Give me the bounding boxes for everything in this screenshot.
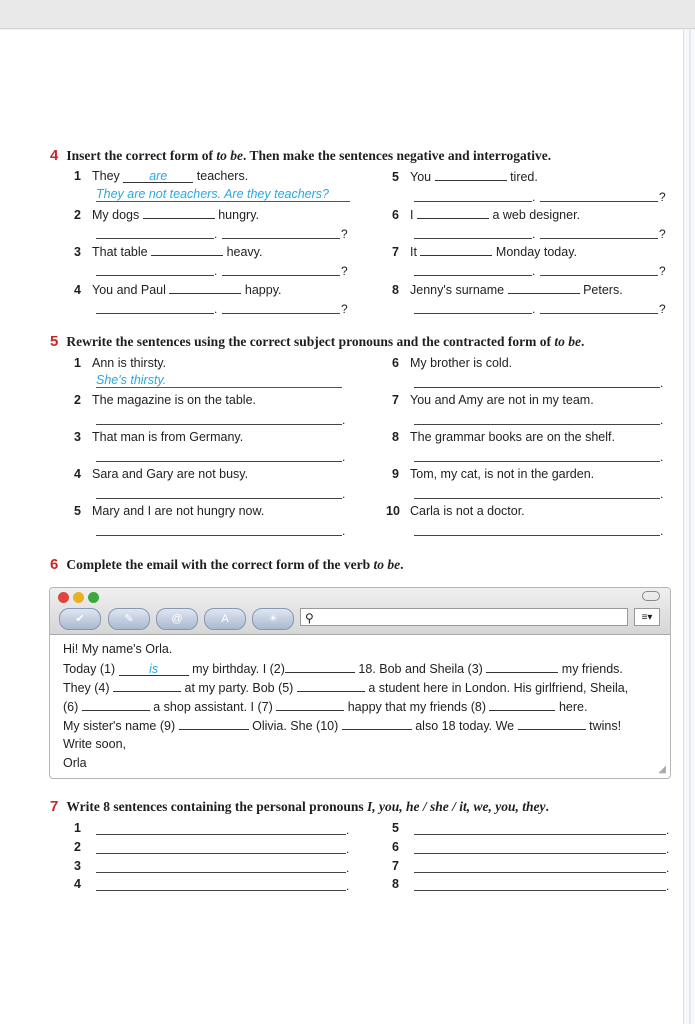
ex4-blank-7[interactable] [420,244,492,256]
item-number: 2 [74,208,81,222]
ex4-answer-1[interactable]: are [123,169,193,183]
ex7-item-6 [392,840,410,854]
item-text: You and Amy are not in my team. [410,393,594,407]
ex7-item-1 [74,821,92,835]
browser-top-bar [0,0,695,29]
period: . [660,450,664,464]
exercise-4-title: Insert the correct form of [66,148,217,163]
ex4-q-line-3[interactable] [222,275,340,276]
email-window [49,587,671,779]
email-blank-6[interactable] [82,699,150,711]
item-text: The grammar books are on the shelf. [410,430,615,444]
ex4-neg-line-3[interactable] [96,275,214,276]
item-number: 3 [74,245,81,259]
item-text: That man is from Germany. [92,430,244,444]
question-mark: ? [341,227,348,241]
email-text: Today (1) [63,662,116,676]
email-text: happy that my friends (8) [347,700,486,714]
exercise-6-title-em: to be [373,557,401,572]
email-text: a shop assistant. I (7) [153,700,273,714]
exercise-6-heading [50,556,404,573]
item-text: You [410,170,432,184]
item-number: 3 [74,859,81,873]
item-text: Tom, my cat, is not in the garden. [410,467,595,481]
email-text: They (4) [63,681,110,695]
ex7-line-8[interactable] [414,890,666,891]
ex4-blank-3[interactable] [151,244,223,256]
ex7-line-4[interactable] [96,890,346,891]
attach-icon[interactable]: ✎ [108,608,150,630]
period: . [532,190,536,204]
ex4-blank-6[interactable] [417,207,489,219]
ex5-item-2 [74,393,256,407]
ex4-q-line-7[interactable] [540,275,658,276]
item-text: Carla is not a doctor. [410,504,525,518]
period: . [342,487,346,501]
item-number: 6 [392,208,399,222]
email-blank-8[interactable] [489,699,555,711]
email-blank-11[interactable] [518,718,586,730]
exercise-7-title-end: . [545,799,549,814]
exercise-7-title-em: I, you, he / she / it, we, you, they [367,799,546,814]
period: . [666,861,670,875]
question-mark: ? [659,264,666,278]
ex5-answer-line-3[interactable] [96,461,342,462]
ex4-blank-8[interactable] [508,282,580,294]
ex4-item-6 [392,207,580,222]
ex7-line-7[interactable] [414,872,666,873]
question-mark: ? [659,190,666,204]
ex5-item-4 [74,467,248,481]
email-blank-5[interactable] [297,680,365,692]
item-text: Ann is thirsty. [92,356,167,370]
period: . [666,842,670,856]
exercise-5-title: Rewrite the sentences using the correct subject pronouns and the contracted form of [66,334,555,349]
ex4-q-line-8[interactable] [540,313,658,314]
ex4-item-8 [392,282,623,297]
period: . [660,376,664,390]
item-text: That table [92,245,148,259]
email-text: twins! [589,719,622,733]
period: . [342,450,346,464]
item-number: 7 [392,859,399,873]
ex5-answer-line-4[interactable] [96,498,342,499]
ex5-answer-line-9[interactable] [414,498,660,499]
ex7-item-4 [74,877,92,891]
exercise-7-number: 7 [50,798,59,815]
ex7-item-2 [74,840,92,854]
font-icon[interactable]: A [204,608,246,630]
email-closing: Write soon, [63,737,126,751]
email-blank-2[interactable] [285,661,355,673]
period: . [346,823,350,837]
ex4-blank-4[interactable] [169,282,241,294]
period: . [342,413,346,427]
email-line-4 [63,718,621,733]
ex4-neg-line-2[interactable] [96,238,214,239]
item-text-end: tired. [510,170,538,184]
ex5-item-10 [386,504,525,518]
exercise-5-heading [50,333,584,350]
email-toolbar [50,588,670,635]
item-number: 4 [74,877,81,891]
ex5-answer-line-8[interactable] [414,461,660,462]
send-icon[interactable]: ✔ [59,608,101,630]
ex7-item-3 [74,859,92,873]
exercise-5-title-end: . [581,334,585,349]
period: . [666,879,670,893]
period: . [660,487,664,501]
question-mark: ? [659,227,666,241]
item-number: 1 [74,356,81,370]
email-line-2 [63,680,628,695]
ex4-item-3 [74,244,262,259]
period: . [532,227,536,241]
item-number: 5 [392,170,399,184]
item-number: 3 [74,430,81,444]
question-mark: ? [659,302,666,316]
period: . [214,302,218,316]
item-text-end: a web designer. [492,208,581,222]
period: . [532,302,536,316]
item-text: My dogs [92,208,140,222]
period: . [346,842,350,856]
item-number: 6 [392,356,399,370]
item-text-end: happy. [244,283,282,297]
email-line-1 [63,661,623,676]
item-number: 1 [74,169,81,183]
ex5-answer-line-2[interactable] [96,424,342,425]
ex4-neg-line-5[interactable] [414,201,532,202]
exercise-7-title: Write 8 sentences containing the personal pronouns [66,799,367,814]
ex5-item-6 [392,356,512,370]
email-blank-10[interactable] [342,718,412,730]
email-text: my friends. [561,662,623,676]
ex4-q-line-6[interactable] [540,238,658,239]
ex5-item-9 [392,467,594,481]
item-text-end: Monday today. [495,245,577,259]
ex4-neg-line-6[interactable] [414,238,532,239]
close-dot-icon[interactable] [58,592,69,603]
item-text: You and Paul [92,283,166,297]
email-blank-7[interactable] [276,699,344,711]
email-greeting: Hi! My name's Orla. [63,642,173,656]
ex5-item-1 [74,356,166,370]
search-input[interactable] [300,608,628,626]
ex7-line-2[interactable] [96,853,346,854]
email-text: also 18 today. We [415,719,515,733]
exercise-4-title-end: . Then make the sentences negative and interrogative. [243,148,552,163]
ex7-item-7 [392,859,410,873]
ex4-blank-5[interactable] [435,169,507,181]
item-number: 4 [74,467,81,481]
exercise-7-heading [50,798,549,815]
ex5-item-5 [74,504,264,518]
email-text: Olivia. She (10) [252,719,339,733]
ex4-example-answer[interactable]: They are not teachers. Are they teachers? [96,187,350,202]
period: . [346,861,350,875]
exercise-6-number: 6 [50,556,59,573]
item-number: 10 [386,504,400,518]
item-number: 6 [392,840,399,854]
ex7-line-3[interactable] [96,872,346,873]
ex4-blank-2[interactable] [143,207,215,219]
period: . [660,413,664,427]
item-text: I [410,208,414,222]
item-number: 5 [74,504,81,518]
period: . [214,264,218,278]
ex5-item-8 [392,430,615,444]
item-number: 4 [74,283,81,297]
ex4-neg-line-8[interactable] [414,313,532,314]
exercise-5-number: 5 [50,333,59,350]
email-text: my birthday. I (2) [192,662,285,676]
period: . [666,823,670,837]
item-text: The magazine is on the table. [92,393,256,407]
toolbar-toggle-icon[interactable] [642,591,660,601]
item-number: 9 [392,467,399,481]
colors-icon[interactable]: ☀ [252,608,294,630]
exercise-4-heading [50,147,551,164]
exercise-5-title-em: to be [554,334,582,349]
item-number: 1 [74,821,81,835]
item-text-end: teachers. [196,169,249,183]
exercise-4-number: 4 [50,147,59,164]
item-text-end: hungry. [218,208,259,222]
ex5-item-7 [392,393,594,407]
email-text: a student here in London. His girlfriend, Sheila, [368,681,629,695]
minimize-dot-icon[interactable] [73,592,84,603]
ex7-item-8 [392,877,410,891]
period: . [342,524,346,538]
item-text: It [410,245,417,259]
item-text: They [92,169,120,183]
period: . [214,227,218,241]
view-menu-icon[interactable]: ≡▾ [634,608,660,626]
zoom-dot-icon[interactable] [88,592,99,603]
item-text: Mary and I are not hungry now. [92,504,265,518]
address-icon[interactable]: @ [156,608,198,630]
ex4-item-2 [74,207,259,222]
item-text-end: Peters. [583,283,623,297]
email-text: 18. Bob and Sheila (3) [358,662,483,676]
email-answer-1[interactable]: is [119,662,189,676]
search-icon: ⚲ [305,611,314,625]
ex4-neg-line-4[interactable] [96,313,214,314]
resize-handle-icon[interactable]: ◢ [658,764,666,775]
email-blank-4[interactable] [113,680,181,692]
ex5-answer-line-7[interactable] [414,424,660,425]
exercise-4-title-em: to be [216,148,244,163]
ex7-line-5[interactable] [414,834,666,835]
email-blank-9[interactable] [179,718,249,730]
period: . [346,879,350,893]
item-number: 7 [392,245,399,259]
ex4-neg-line-7[interactable] [414,275,532,276]
item-text: Sara and Gary are not busy. [92,467,249,481]
question-mark: ? [341,302,348,316]
email-signature: Orla [63,756,87,770]
item-number: 2 [74,393,81,407]
ex4-q-line-5[interactable] [540,201,658,202]
email-blank-3[interactable] [486,661,558,673]
page-right-edge [683,30,695,1024]
email-text: here. [558,700,588,714]
item-number: 8 [392,283,399,297]
ex7-line-1[interactable] [96,834,346,835]
ex4-q-line-4[interactable] [222,313,340,314]
period: . [532,264,536,278]
ex7-item-5 [392,821,410,835]
ex4-item-1 [74,169,248,183]
email-text: My sister's name (9) [63,719,176,733]
ex4-item-4 [74,282,282,297]
item-text-end: heavy. [226,245,263,259]
item-text: Jenny's surname [410,283,505,297]
item-number: 8 [392,430,399,444]
ex7-line-6[interactable] [414,853,666,854]
item-number: 5 [392,821,399,835]
ex5-answer-line-10[interactable] [414,535,660,536]
exercise-6-title: Complete the email with the correct form of the verb [66,557,374,572]
email-text: at my party. Bob (5) [184,681,294,695]
ex5-answer-line-5[interactable] [96,535,342,536]
ex4-item-7 [392,244,577,259]
email-line-3 [63,699,587,714]
period: . [660,524,664,538]
question-mark: ? [341,264,348,278]
item-number: 8 [392,877,399,891]
item-number: 7 [392,393,399,407]
ex5-item-3 [74,430,243,444]
email-text: (6) [63,700,79,714]
item-number: 2 [74,840,81,854]
ex5-answer-line-6[interactable] [414,387,660,388]
ex4-q-line-2[interactable] [222,238,340,239]
item-text: My brother is cold. [410,356,513,370]
ex4-item-5 [392,169,538,184]
exercise-6-title-end: . [400,557,404,572]
ex5-example-answer[interactable]: She's thirsty. [96,373,342,388]
